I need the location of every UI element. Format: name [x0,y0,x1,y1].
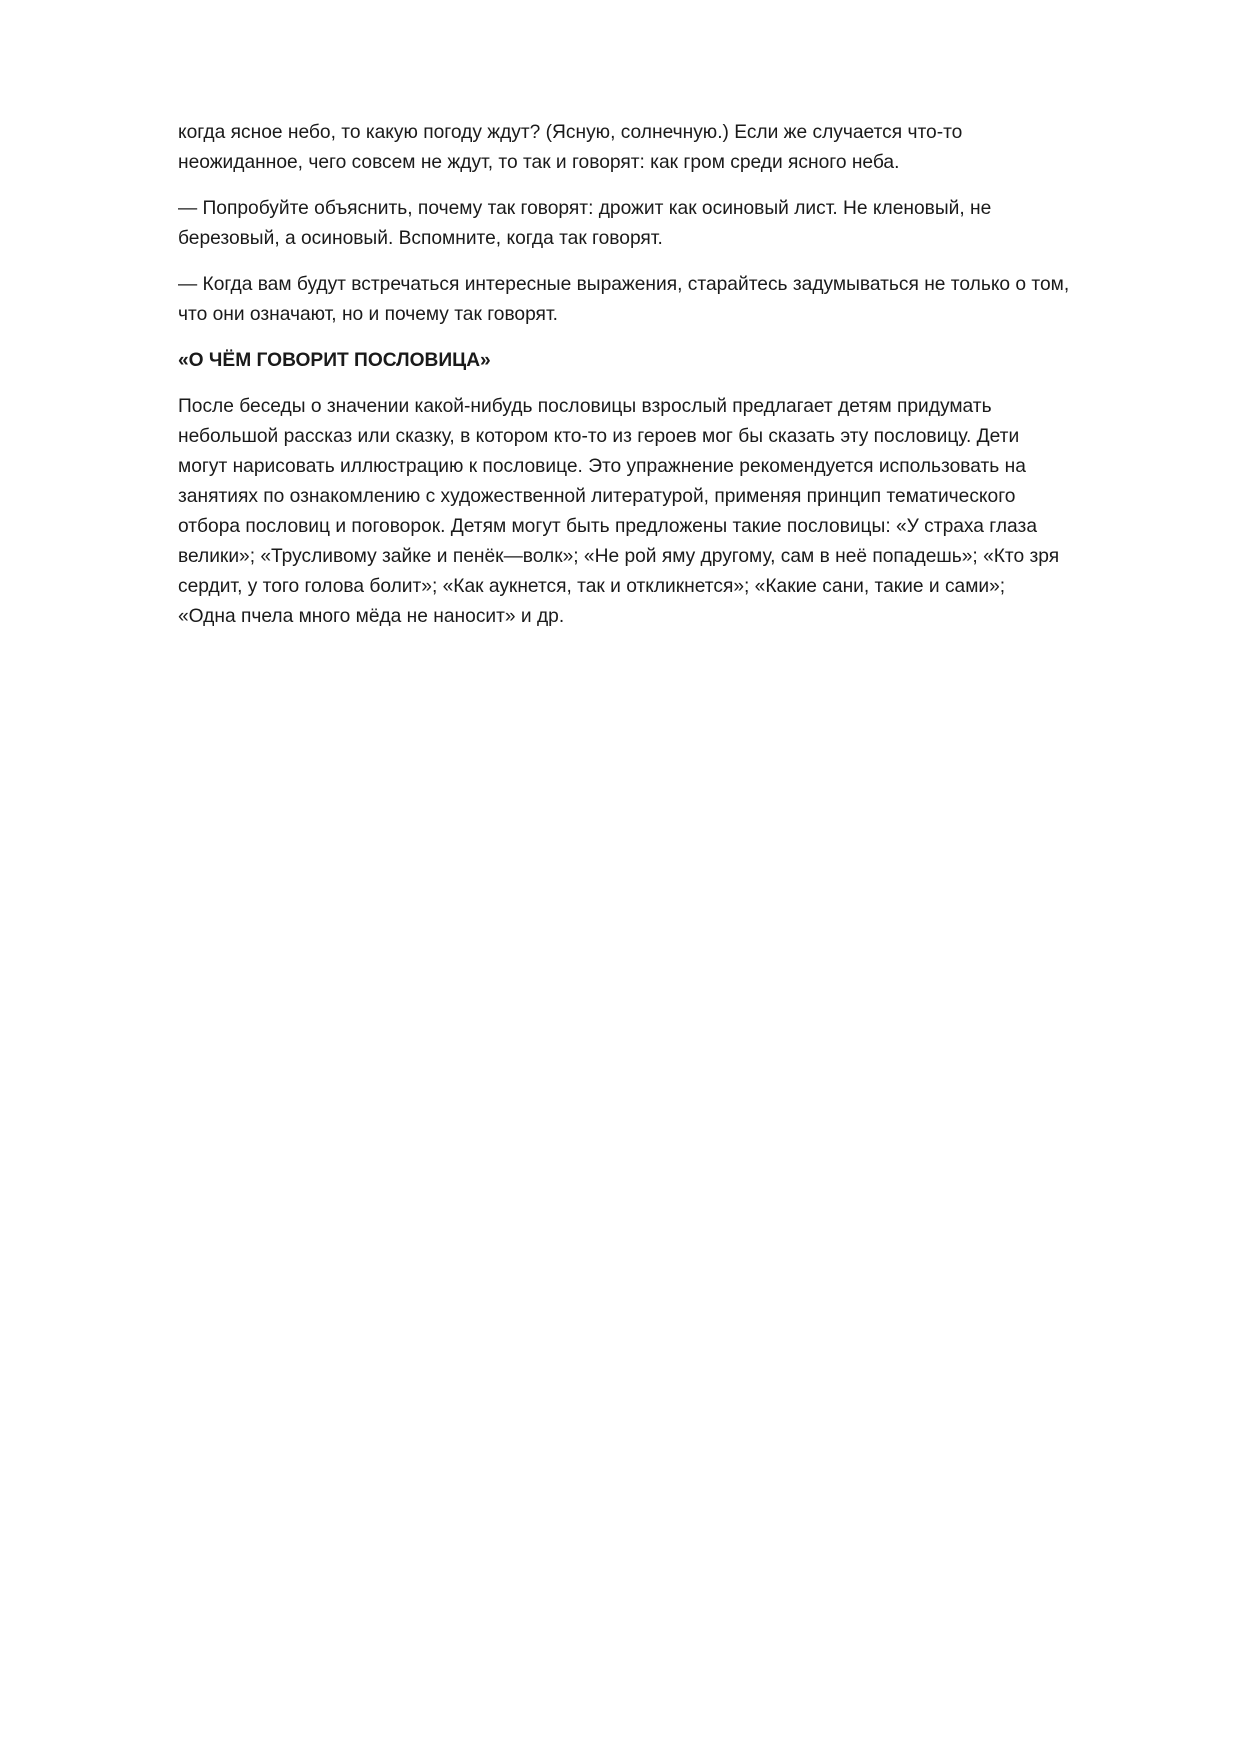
paragraph-clear-sky: когда ясное небо, то какую погоду ждут? (Ясную, солнечную.) Если же случается что-то неожиданное, чего совсем не ждут, то так и говорят: как гром среди ясного неба. [178,122,963,173]
paragraph-interesting-expressions: — Когда вам будут встречаться интересные выражения, старайтесь задумываться не только о том, что они означают, но и почему так говорят. [178,274,1070,325]
paragraph-aspen-leaf: — Попробуйте объяснить, почему так говорят: дрожит как осиновый лист. Не кленовый, не березовый, а осиновый. Вспомните, когда так говорят. [178,198,992,249]
paragraph-proverb-exercise: После беседы о значении какой-нибудь пословицы взрослый предлагает детям придумать небольшой рассказ или сказку, в котором кто-то из героев мог бы сказать эту пословицу. Дети могут нарисовать иллюстрацию к пословице. Это упражнение рекомендуется использовать на занятиях по ознакомлению с художественной литературой, применяя принцип тематического отбора пословиц и поговорок. Детям могут быть предложены такие пословицы: «У страха глаза велики»; «Трусливому зайке и пенёк—волк»; «Не рой яму другому, сам в неё попадешь»; «Кто зря сердит, у того голова болит»; «Как аукнется, так и откликнется»; «Какие сани, такие и сами»; «Одна пчела много мёда не наносит» и др. [178,396,1060,627]
document-body [178,118,1153,648]
section-heading: «О ЧЁМ ГОВОРИТ ПОСЛОВИЦА» [178,350,491,371]
